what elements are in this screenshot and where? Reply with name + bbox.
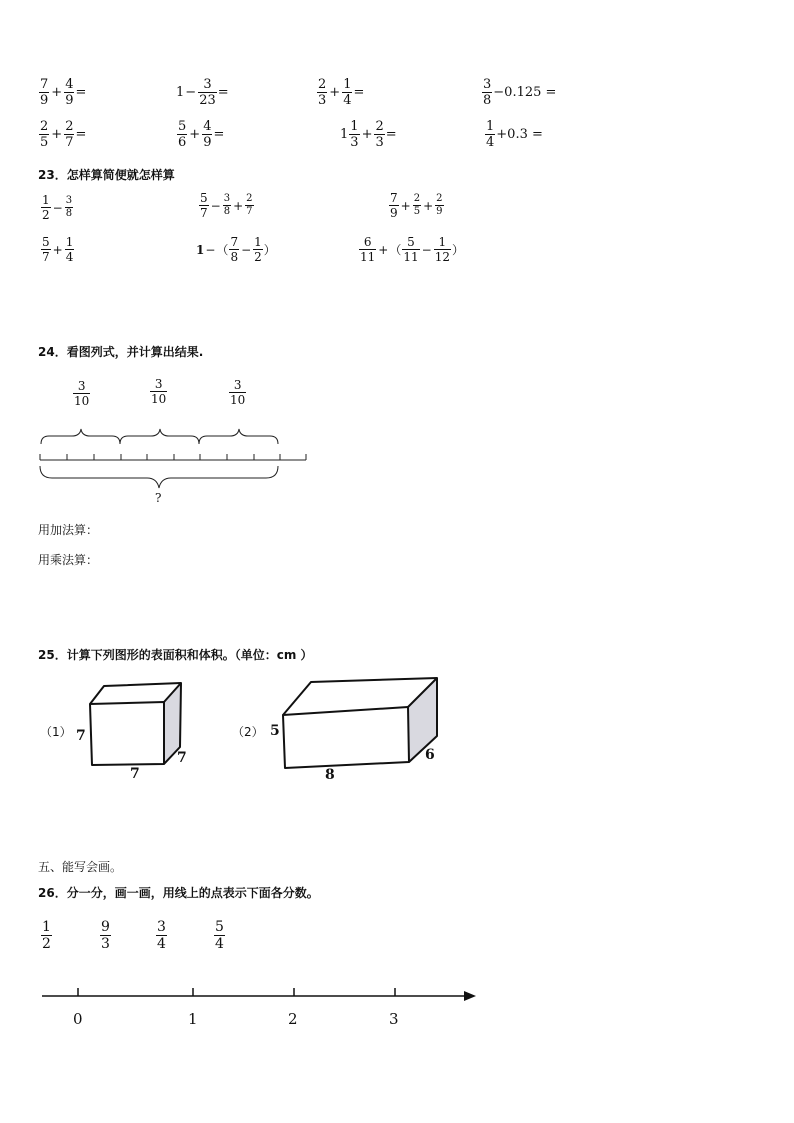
fraction: $\frac{2}{7}$ — [65, 119, 74, 150]
calc-r1-c3: $\frac{2}{3}$ + $\frac{1}{4}$ = — [318, 77, 365, 108]
number-line — [36, 982, 480, 1010]
cube-front-face — [90, 702, 164, 765]
cuboid-front-face — [283, 707, 409, 768]
fraction: $\frac{1}{4}$ — [486, 119, 495, 150]
fraction: $\frac{1}{3}$ — [350, 119, 359, 150]
brace-label-2 — [149, 378, 168, 405]
fraction: $\frac{5}{6}$ — [178, 119, 187, 150]
calc-r2-c1: $\frac{2}{5}$ + $\frac{2}{7}$ = — [40, 119, 87, 150]
q23-title: 23．怎样算简便就怎样算 — [38, 168, 175, 182]
q23-expr-2: $\frac{5}{7}$ − $\frac{3}{8}$ + $\frac{2}{7}$ — [200, 191, 253, 220]
fig1-height-label: 7 — [76, 728, 86, 744]
fraction: $\frac{3}{8}$ — [483, 77, 492, 108]
axis-label-3: 3 — [389, 1010, 399, 1028]
top-brace-1 — [41, 429, 120, 444]
fraction: $\frac{3}{10}$ — [74, 379, 90, 408]
fraction: $\frac{5}{7}$ — [42, 235, 50, 264]
fraction: $\frac{5}{7}$ — [200, 191, 208, 220]
fraction: $\frac{3}{8}$ — [223, 193, 231, 217]
fig1-tag: （1） — [40, 725, 72, 739]
calc-r1-c2: 1 − $\frac{3}{23}$ = — [176, 77, 229, 108]
fraction: $\frac{2}{5}$ — [40, 119, 49, 150]
fraction: $\frac{1}{2}$ — [42, 193, 50, 222]
q23-expr-3: $\frac{7}{9}$ + $\frac{2}{5}$ + $\frac{2}{9}$ — [390, 191, 443, 220]
bottom-brace — [40, 466, 278, 488]
brace-label-1 — [72, 380, 91, 407]
q23-expr-5: 1 − （ $\frac{7}{8}$ − $\frac{1}{2}$ ） — [196, 235, 276, 264]
top-brace-2 — [120, 429, 199, 444]
fraction: $\frac{1}{4}$ — [65, 235, 74, 264]
fraction: $\frac{6}{11}$ — [360, 235, 376, 264]
fraction: $\frac{4}{9}$ — [203, 119, 212, 150]
fraction: $\frac{7}{8}$ — [230, 235, 239, 264]
q26-fraction-1 — [40, 920, 53, 951]
q23-expr-1: $\frac{1}{2}$ − $\frac{3}{8}$ — [42, 193, 73, 222]
q24-title: 24．看图列式，并计算出结果. — [38, 345, 204, 359]
fraction: $\frac{2}{7}$ — [246, 193, 253, 217]
axis-label-1: 1 — [188, 1010, 198, 1028]
fraction: $\frac{5}{4}$ — [215, 919, 224, 952]
fig2-width-label: 6 — [425, 747, 435, 763]
fraction: $\frac{7}{9}$ — [40, 77, 49, 108]
fig2-height-label: 5 — [270, 723, 280, 739]
q23-expr-4: $\frac{5}{7}$ + $\frac{1}{4}$ — [42, 235, 74, 264]
fraction: $\frac{1}{2}$ — [42, 919, 51, 952]
arrow-head-icon — [464, 991, 476, 1001]
calc-r1-c4: $\frac{3}{8}$ −0.125 = — [483, 77, 557, 108]
fraction: $\frac{2}{5}$ — [413, 193, 421, 217]
q26-fraction-2 — [99, 920, 112, 951]
q26-fraction-3 — [155, 920, 168, 951]
fraction: $\frac{7}{9}$ — [390, 191, 398, 220]
calc-r2-c3: 1 $\frac{1}{3}$ + $\frac{2}{3}$ = — [340, 119, 397, 150]
q23-expr-6: $\frac{6}{11}$ + （ $\frac{5}{11}$ − $\frac{1}{12}$ ） — [360, 235, 464, 264]
section-5-title: 五、能写会画。 — [38, 860, 123, 874]
fraction: $\frac{2}{3}$ — [318, 77, 327, 108]
calc-r2-c4: $\frac{1}{4}$ +0.3 = — [486, 119, 543, 150]
calc-r1-c1: $\frac{7}{9}$ + $\frac{4}{9}$ = — [40, 77, 87, 108]
q25-title: 25．计算下列图形的表面积和体积。（单位：cm ） — [38, 648, 313, 662]
fraction: $\frac{3}{10}$ — [230, 378, 246, 407]
fraction: $\frac{3}{8}$ — [65, 195, 73, 219]
axis-label-2: 2 — [288, 1010, 298, 1028]
fraction: $\frac{1}{2}$ — [254, 235, 262, 264]
calc-r2-c2: $\frac{5}{6}$ + $\frac{4}{9}$ = — [178, 119, 225, 150]
mul-method-label: 用乘法算： — [38, 553, 99, 567]
add-method-label: 用加法算： — [38, 523, 99, 537]
fraction: $\frac{9}{3}$ — [101, 919, 110, 952]
fig1-width-label: 7 — [177, 750, 187, 766]
brace-label-3 — [228, 379, 247, 406]
fig1-length-label: 7 — [130, 766, 140, 782]
q26-title: 26．分一分，画一画，用线上的点表示下面各分数。 — [38, 886, 319, 900]
fraction: $\frac{2}{3}$ — [375, 119, 384, 150]
fraction: $\frac{3}{23}$ — [199, 77, 216, 108]
fraction: $\frac{2}{9}$ — [436, 193, 443, 217]
segment-diagram — [30, 420, 320, 494]
fraction: $\frac{1}{4}$ — [343, 77, 352, 108]
fraction: $\frac{3}{4}$ — [157, 919, 166, 952]
cuboid-figure — [278, 672, 444, 774]
fig2-tag: （2） — [232, 725, 264, 739]
fraction: $\frac{3}{10}$ — [151, 377, 167, 406]
question-mark: ? — [155, 491, 162, 505]
fraction: $\frac{5}{11}$ — [403, 235, 419, 264]
top-brace-3 — [199, 429, 278, 444]
fraction: $\frac{4}{9}$ — [65, 77, 74, 108]
segment-ticks — [40, 454, 306, 460]
cube-figure — [84, 680, 188, 772]
fraction: $\frac{1}{12}$ — [434, 235, 450, 264]
q26-fraction-4 — [213, 920, 226, 951]
fig2-length-label: 8 — [325, 767, 335, 783]
axis-label-0: 0 — [73, 1010, 83, 1028]
